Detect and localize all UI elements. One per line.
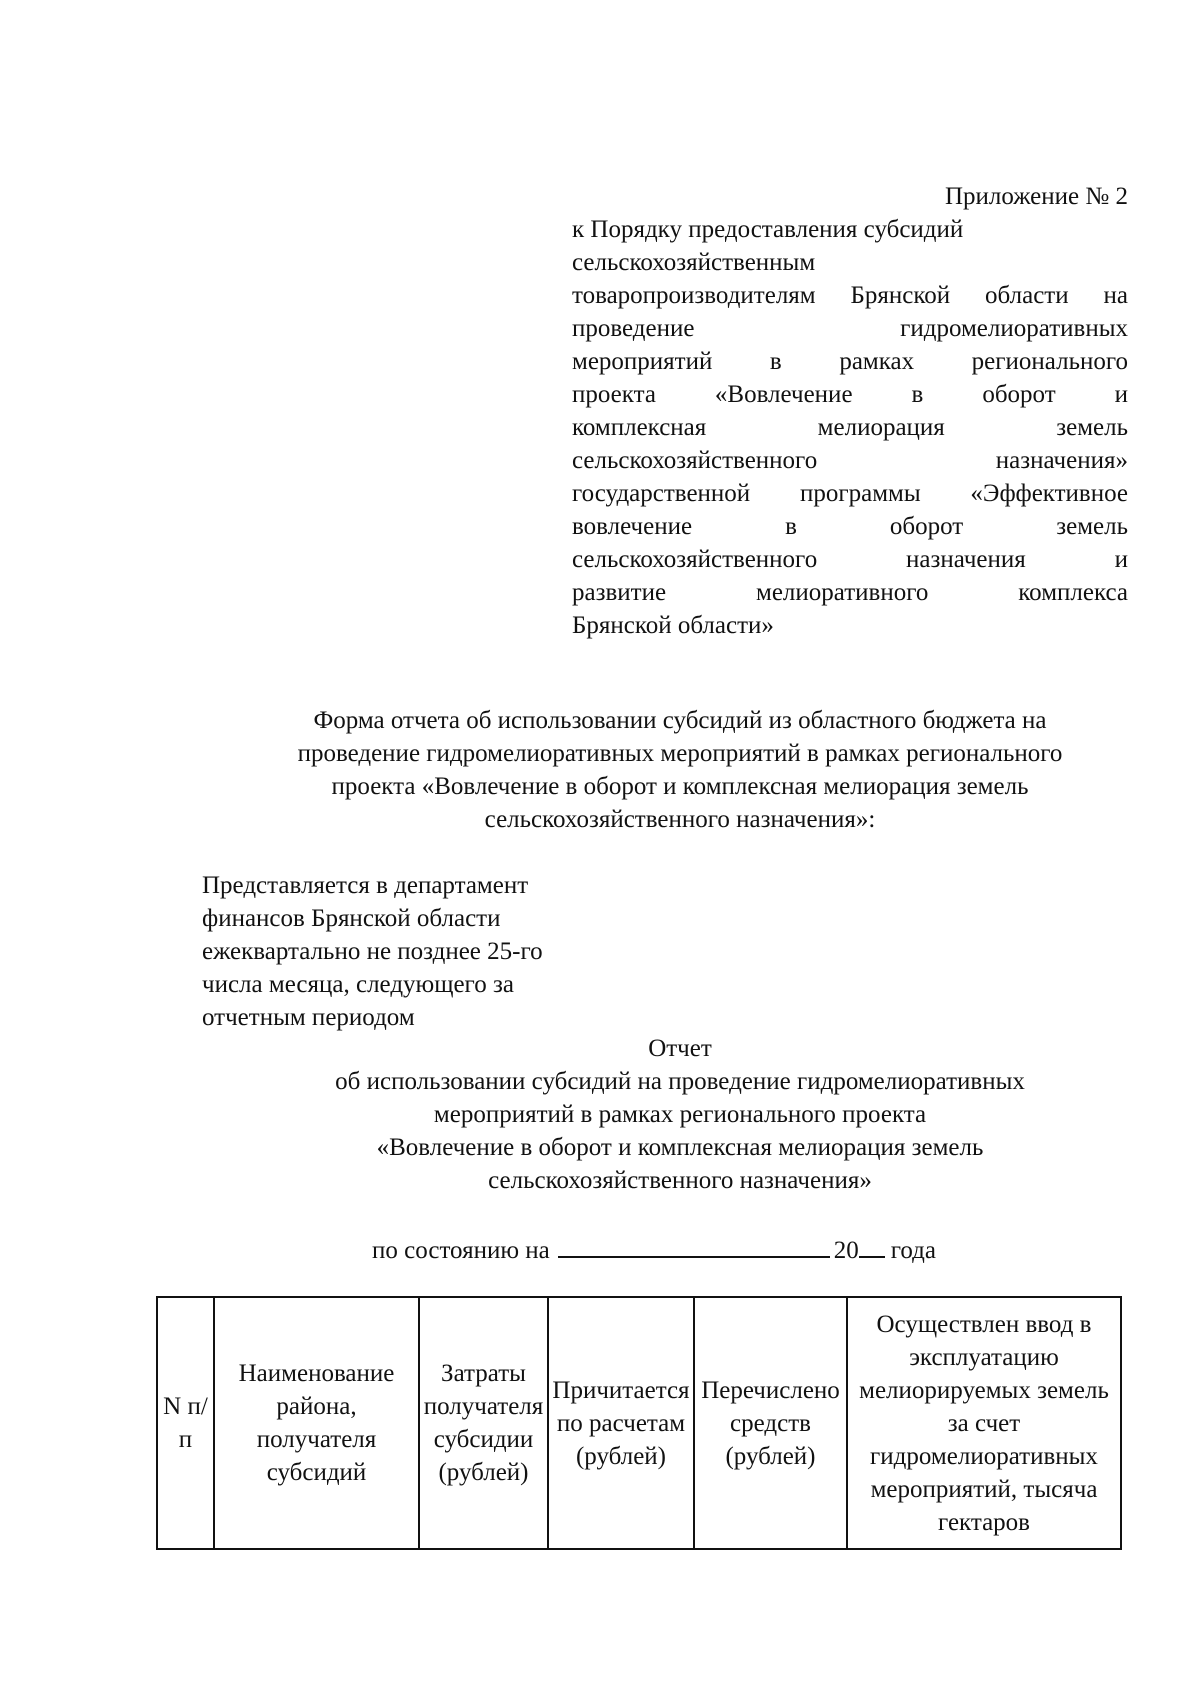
submission-note-line: отчетным периодом bbox=[202, 1004, 415, 1031]
form-title-line: Форма отчета об использовании субсидий из областного бюджета на bbox=[313, 707, 1047, 734]
appendix-line: вовлечение в оборот земель bbox=[572, 513, 1128, 540]
submission-note-line: ежеквартально не позднее 25-го bbox=[202, 938, 543, 965]
appendix-line: проекта «Вовлечение в оборот и bbox=[572, 381, 1128, 408]
submission-note-line: Представляется в департамент bbox=[202, 872, 529, 899]
appendix-line: Брянской области» bbox=[572, 612, 774, 639]
appendix-line: сельскохозяйственным bbox=[572, 249, 816, 276]
submission-note-line: финансов Брянской области bbox=[202, 905, 501, 932]
appendix-line: к Порядку предоставления субсидий bbox=[572, 216, 964, 243]
report-heading-line: «Вовлечение в оборот и комплексная мелиорация земель bbox=[376, 1134, 984, 1161]
form-title-line: проведение гидромелиоративных мероприятий в рамках регионального bbox=[297, 740, 1063, 767]
report-heading-line: мероприятий в рамках регионального проекта bbox=[433, 1101, 927, 1128]
year-blank-field[interactable] bbox=[859, 1232, 885, 1258]
year-suffix: года bbox=[890, 1237, 936, 1264]
submission-note bbox=[202, 869, 632, 1034]
appendix-line: мероприятий в рамках регионального bbox=[572, 348, 1128, 375]
column-header-number: N п/п bbox=[157, 1297, 214, 1549]
form-title bbox=[220, 704, 1140, 836]
submission-note-line: числа месяца, следующего за bbox=[202, 971, 514, 998]
report-table bbox=[156, 1296, 1122, 1550]
as-of-date-line bbox=[372, 1232, 936, 1267]
column-header-district-recipient: Наименование района, получателя субсидий bbox=[214, 1297, 419, 1549]
date-blank-field[interactable] bbox=[558, 1232, 830, 1258]
appendix-title: Приложение № 2 bbox=[944, 183, 1128, 210]
appendix-line: товаропроизводителям Брянской области на bbox=[572, 282, 1128, 309]
table-header-row bbox=[157, 1297, 1121, 1549]
form-title-line: проекта «Вовлечение в оборот и комплексная мелиорация земель bbox=[331, 773, 1029, 800]
report-heading bbox=[240, 1032, 1120, 1197]
appendix-line: комплексная мелиорация земель bbox=[572, 414, 1128, 441]
column-header-due-by-calculation: Причитается по расчетам (рублей) bbox=[548, 1297, 694, 1549]
appendix-line: проведение гидромелиоративных bbox=[572, 315, 1128, 342]
year-prefix: 20 bbox=[833, 1237, 859, 1264]
column-header-land-commissioned: Осуществлен ввод в эксплуатацию мелиорируемых земель за счет гидромелиоративных мероприятий, тысяча гектаров bbox=[847, 1297, 1121, 1549]
appendix-block bbox=[572, 180, 1128, 642]
column-header-funds-transferred: Перечислено средств (рублей) bbox=[694, 1297, 847, 1549]
appendix-line: сельскохозяйственного назначения и bbox=[572, 546, 1128, 573]
appendix-line: сельскохозяйственного назначения» bbox=[572, 447, 1128, 474]
report-heading-line: сельскохозяйственного назначения» bbox=[488, 1167, 872, 1194]
appendix-line: государственной программы «Эффективное bbox=[572, 480, 1128, 507]
column-header-recipient-costs: Затраты получателя субсидии (рублей) bbox=[419, 1297, 548, 1549]
report-title: Отчет bbox=[648, 1035, 712, 1062]
appendix-line: развитие мелиоративного комплекса bbox=[572, 579, 1128, 606]
report-heading-line: об использовании субсидий на проведение гидромелиоративных bbox=[335, 1068, 1025, 1095]
as-of-label: по состоянию на bbox=[372, 1237, 550, 1264]
form-title-line: сельскохозяйственного назначения»: bbox=[484, 806, 876, 833]
